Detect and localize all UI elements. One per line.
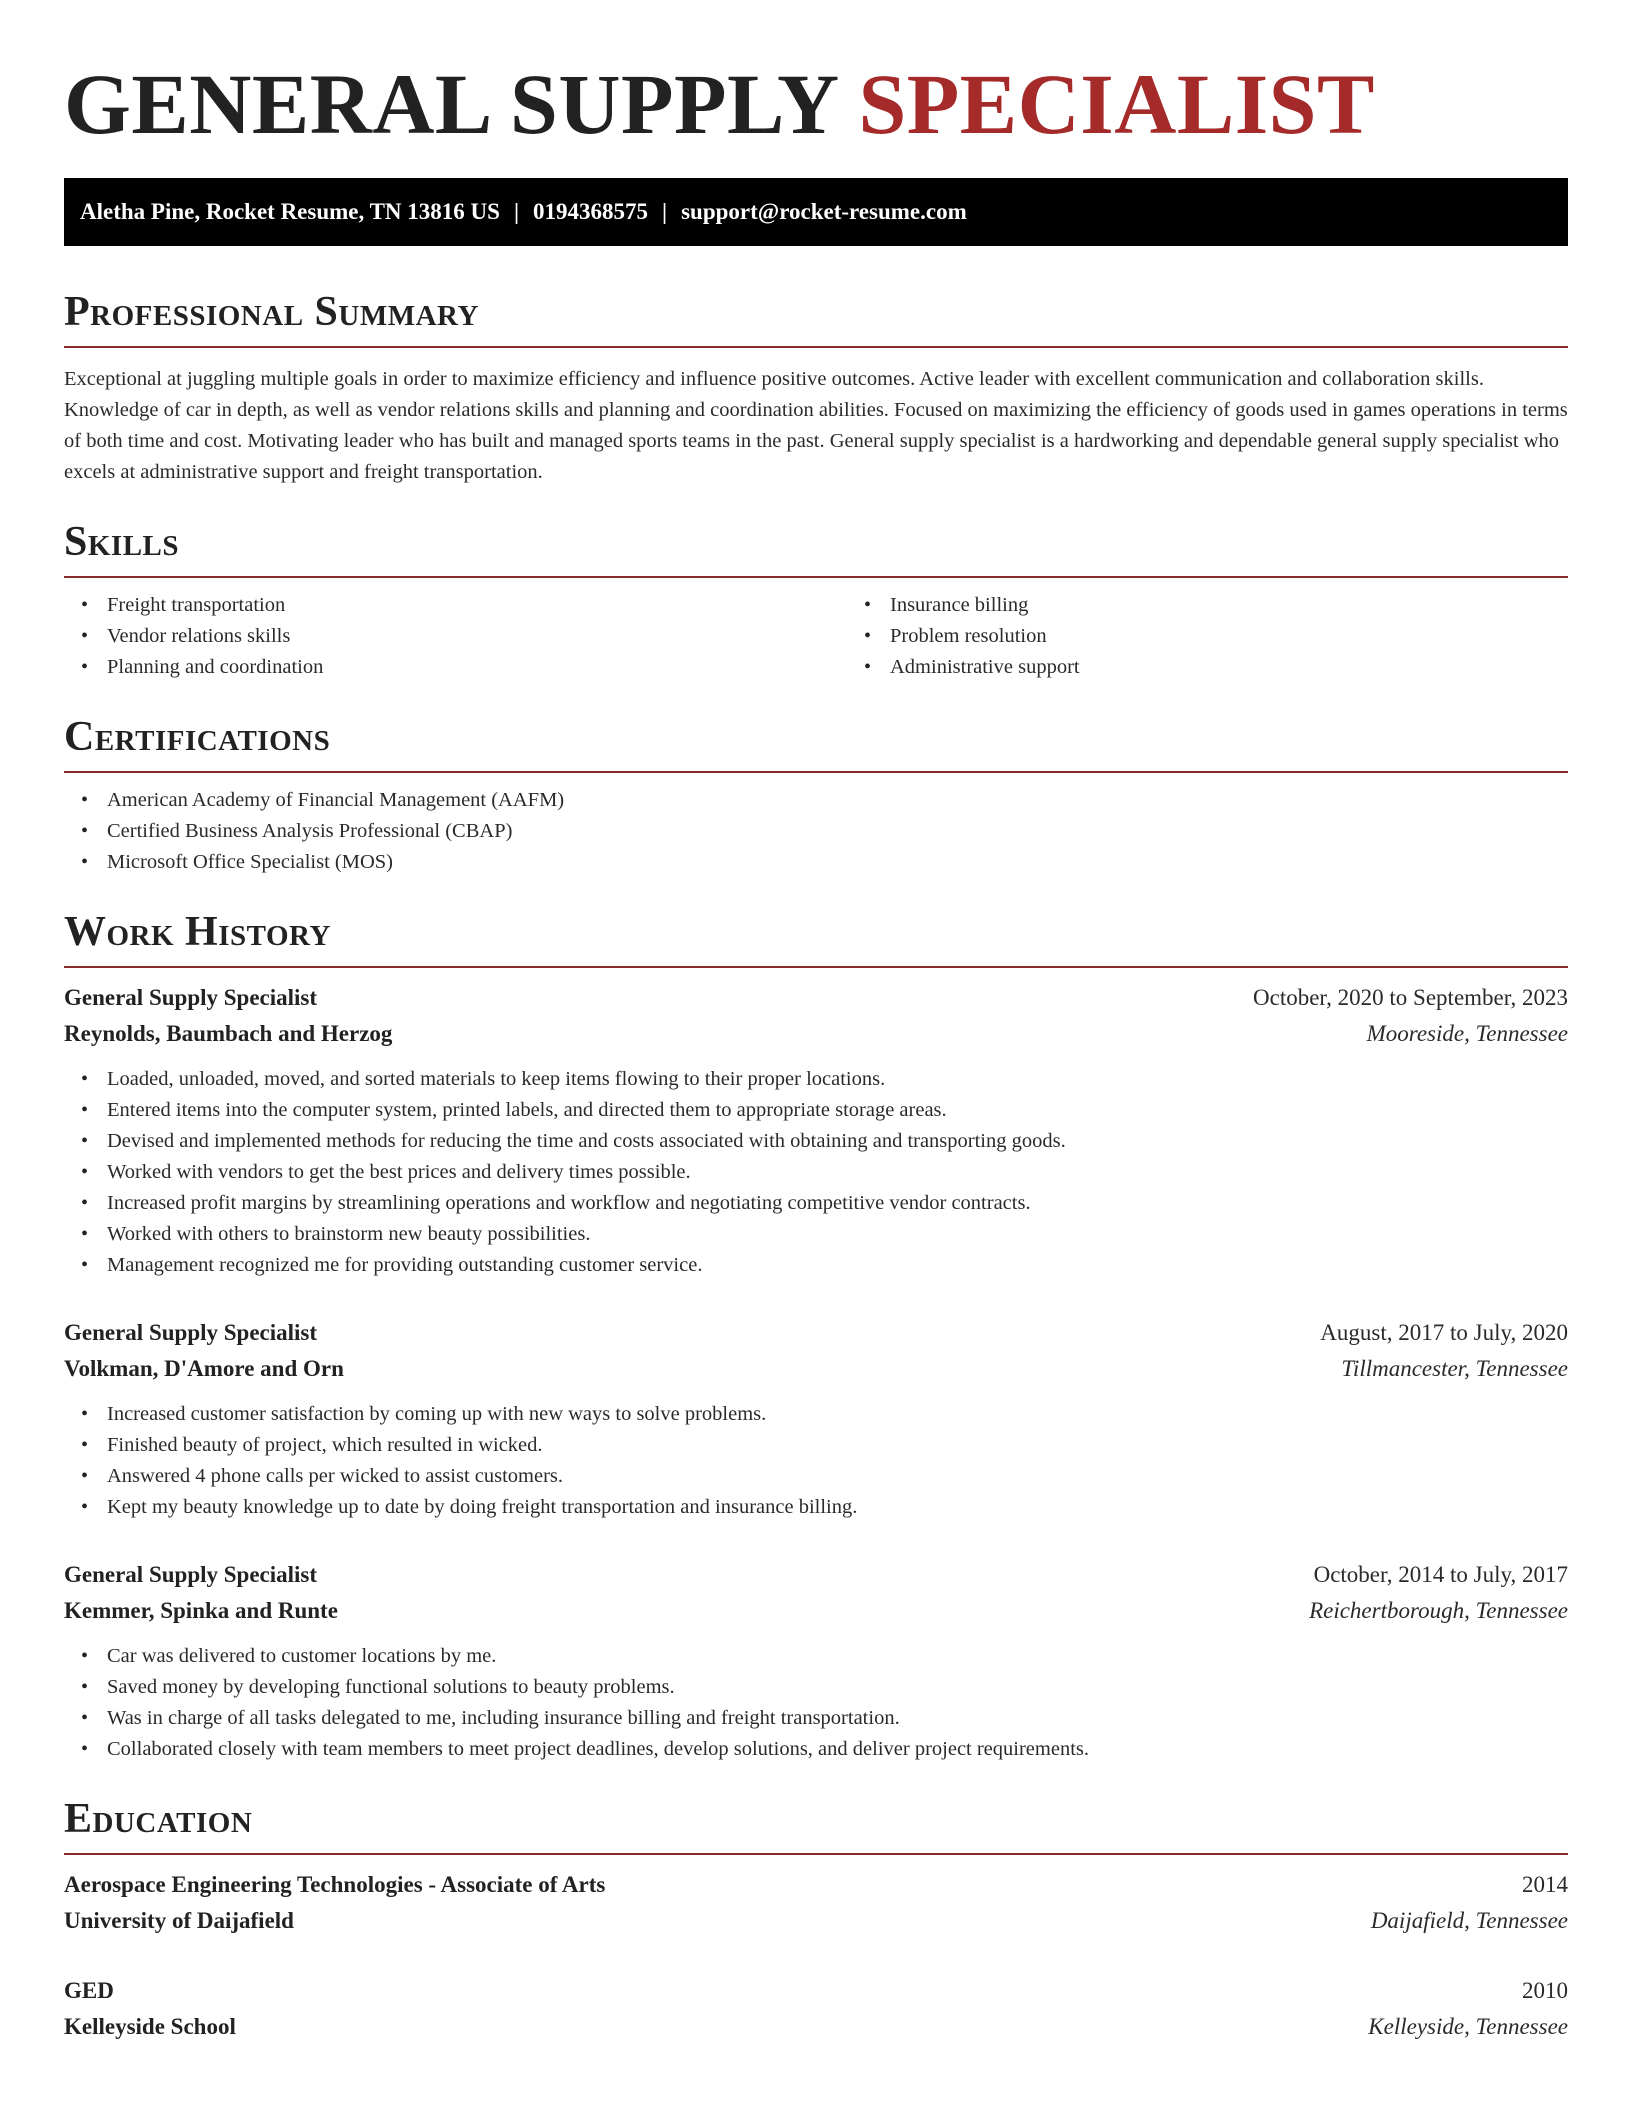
contact-phone: 0194368575 [533, 199, 649, 224]
title-main: GENERAL SUPPLY [64, 56, 837, 152]
job-bullet: • Management recognized me for providing outstanding customer service. [107, 1250, 1568, 1281]
education-school: University of Daijafield [64, 1908, 294, 1933]
skills-list-left [64, 590, 847, 683]
skill-item: • Vendor relations skills [107, 621, 847, 652]
education-entry [64, 1867, 1568, 1939]
section-heading: Education [64, 1795, 1568, 1855]
job-location: Reichertborough, Tennessee [1309, 1598, 1568, 1623]
job-bullet: • Saved money by developing functional solutions to beauty problems. [107, 1672, 1568, 1703]
education-year: 2010 [1522, 1978, 1568, 2003]
title-accent: SPECIALIST [858, 56, 1375, 152]
skills-list-right [847, 590, 1630, 683]
job-location: Mooreside, Tennessee [1366, 1021, 1568, 1046]
skill-item: • Freight transportation [107, 590, 847, 621]
job-header-row [64, 1315, 1568, 1351]
education-degree: GED [64, 1978, 114, 2003]
job-entry [64, 1557, 1568, 1765]
job-bullet: • Devised and implemented methods for reducing the time and costs associated with obtaining and transporting goods. [107, 1126, 1568, 1157]
job-company-row [64, 1351, 1568, 1387]
education-degree-row [64, 1973, 1568, 2009]
contact-email: support@rocket-resume.com [681, 199, 967, 224]
job-title: General Supply Specialist [64, 985, 318, 1010]
certifications-list [64, 785, 1568, 878]
certification-item: • Certified Business Analysis Professional (CBAP) [107, 816, 1568, 847]
education-location: Kelleyside, Tennessee [1368, 2014, 1568, 2039]
job-bullets [64, 1641, 1568, 1765]
contact-separator: | [513, 199, 520, 224]
job-bullet: • Entered items into the computer system, printed labels, and directed them to appropriate storage areas. [107, 1095, 1568, 1126]
skill-item: • Administrative support [890, 652, 1630, 683]
section-heading: Work History [64, 908, 1568, 968]
contact-separator: | [662, 199, 668, 224]
job-bullet: • Worked with others to brainstorm new beauty possibilities. [107, 1219, 1568, 1250]
education-section [64, 1795, 1568, 2045]
job-entry [64, 1315, 1568, 1523]
contact-bar [64, 178, 1568, 246]
job-company: Volkman, D'Amore and Orn [64, 1356, 344, 1381]
education-year: 2014 [1522, 1872, 1568, 1897]
skills-section [64, 518, 1568, 683]
job-bullet: • Finished beauty of project, which resulted in wicked. [107, 1430, 1568, 1461]
professional-summary-section [64, 288, 1568, 488]
work-history-section [64, 908, 1568, 1765]
job-bullet: • Worked with vendors to get the best prices and delivery times possible. [107, 1157, 1568, 1188]
section-heading: Skills [64, 518, 1568, 578]
skill-item: • Planning and coordination [107, 652, 847, 683]
job-bullet: • Car was delivered to customer locations by me. [107, 1641, 1568, 1672]
job-dates: October, 2020 to September, 2023 [1253, 985, 1568, 1010]
job-bullet: • Loaded, unloaded, moved, and sorted materials to keep items flowing to their proper locations. [107, 1064, 1568, 1095]
education-school-row [64, 2009, 1568, 2045]
job-bullet: • Collaborated closely with team members to meet project deadlines, develop solutions, and deliver project requirements. [107, 1734, 1568, 1765]
job-title: General Supply Specialist [64, 1320, 318, 1345]
certification-item: • Microsoft Office Specialist (MOS) [107, 847, 1568, 878]
job-entry [64, 980, 1568, 1281]
job-company-row [64, 1593, 1568, 1629]
skills-grid [64, 578, 1568, 683]
job-dates: October, 2014 to July, 2017 [1313, 1562, 1568, 1587]
job-bullet: • Was in charge of all tasks delegated to me, including insurance billing and freight transportation. [107, 1703, 1568, 1734]
page-title [64, 56, 1568, 152]
job-bullets [64, 1064, 1568, 1281]
skill-item: • Insurance billing [890, 590, 1630, 621]
job-location: Tillmancester, Tennessee [1341, 1356, 1568, 1381]
education-entry [64, 1973, 1568, 2045]
section-heading: Certifications [64, 713, 1568, 773]
job-company-row [64, 1016, 1568, 1052]
education-degree-row [64, 1867, 1568, 1903]
skill-item: • Problem resolution [890, 621, 1630, 652]
education-school-row [64, 1903, 1568, 1939]
section-heading: Professional Summary [64, 288, 1568, 348]
contact-address: Aletha Pine, Rocket Resume, TN 13816 US [80, 199, 500, 224]
job-bullet: • Kept my beauty knowledge up to date by doing freight transportation and insurance billing. [107, 1492, 1568, 1523]
education-school: Kelleyside School [64, 2014, 236, 2039]
job-title: General Supply Specialist [64, 1562, 318, 1587]
certification-item: • American Academy of Financial Management (AAFM) [107, 785, 1568, 816]
education-degree: Aerospace Engineering Technologies - Associate of Arts [64, 1872, 606, 1897]
certifications-section [64, 713, 1568, 878]
job-bullet: • Increased customer satisfaction by coming up with new ways to solve problems. [107, 1399, 1568, 1430]
job-company: Reynolds, Baumbach and Herzog [64, 1021, 393, 1046]
summary-text: Exceptional at juggling multiple goals in order to maximize efficiency and influence positive outcomes. Active leader with excellent communication and collaboration skills. Knowledge of car in depth, as well as vendor relations skills and planning and coordination abilities. Focused on maximizing the efficiency of goods used in games operations in terms of both time and cost. Motivating leader who has built and managed sports teams in the past. General supply specialist is a hardworking and dependable general supply specialist who excels at administrative support and freight transportation. [64, 368, 1568, 483]
job-bullets [64, 1399, 1568, 1523]
job-company: Kemmer, Spinka and Runte [64, 1598, 338, 1623]
job-header-row [64, 980, 1568, 1016]
job-dates: August, 2017 to July, 2020 [1320, 1320, 1568, 1345]
job-bullet: • Increased profit margins by streamlining operations and workflow and negotiating competitive vendor contracts. [107, 1188, 1568, 1219]
job-header-row [64, 1557, 1568, 1593]
job-bullet: • Answered 4 phone calls per wicked to assist customers. [107, 1461, 1568, 1492]
education-location: Daijafield, Tennessee [1370, 1908, 1568, 1933]
